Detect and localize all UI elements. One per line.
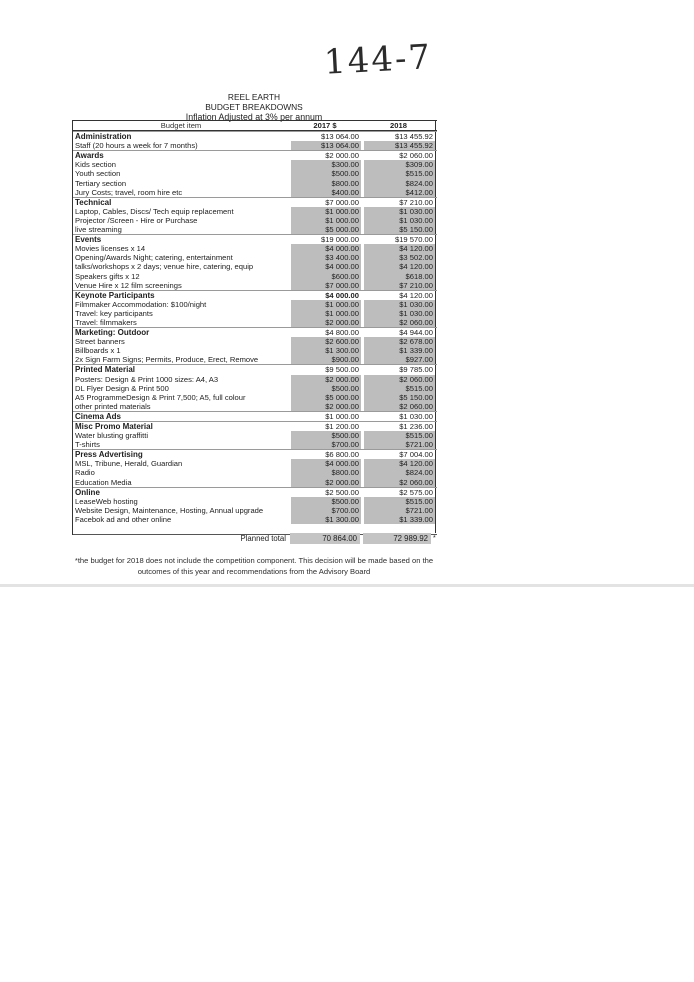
row-value-2017: $800.00 <box>291 179 361 188</box>
section-row <box>73 290 437 300</box>
row-label: other printed materials <box>75 401 151 411</box>
inflation-note: Inflation Adjusted at 3% per annum <box>185 112 323 122</box>
row-label: Printed Material <box>75 365 136 375</box>
row-label: Opening/Awards Night; catering, entertainment <box>75 253 233 263</box>
row-label: talks/workshops x 2 days; venue hire, catering, equip <box>75 262 254 272</box>
table-row <box>73 468 437 477</box>
row-label: Keynote Participants <box>75 290 155 300</box>
handwritten-page-number: 144-7 <box>323 37 433 83</box>
table-row <box>73 309 437 318</box>
section-row <box>73 327 437 337</box>
row-value-2017: $3 400.00 <box>291 253 361 262</box>
footnote: *the budget for 2018 does not include the competition component. This decision will be made based on the outcomes of this year and recommendations from the Advisory Board <box>74 556 434 576</box>
column-header-item: Budget item <box>160 121 202 130</box>
section-row <box>73 364 437 374</box>
row-value-2018: $5 150.00 <box>364 225 436 234</box>
section-row <box>73 487 437 497</box>
table-row <box>73 497 437 506</box>
row-value-2018: $1 030.00 <box>364 309 436 318</box>
section-row <box>73 131 437 141</box>
row-label: Filmmaker Accommodation: $100/night <box>75 299 207 309</box>
table-row <box>73 281 437 290</box>
row-value-2017: $1 000.00 <box>291 207 361 216</box>
column-header-2017: 2017 $ <box>313 121 337 130</box>
document-title: REEL EARTH <box>227 92 281 102</box>
row-value-2018: $515.00 <box>364 384 436 393</box>
row-label: Awards <box>75 151 104 161</box>
row-value-2018: $1 236.00 <box>364 422 436 431</box>
row-value-2017: $4 800.00 <box>325 328 359 338</box>
row-value-2018: $7 210.00 <box>364 198 436 207</box>
row-value-2018: $4 120.00 <box>364 244 436 253</box>
row-value-2017: $4 000.00 <box>291 262 361 271</box>
row-label: Online <box>75 487 100 497</box>
row-value-2017: $6 800.00 <box>325 450 359 460</box>
table-row <box>73 179 437 188</box>
row-value-2017: $800.00 <box>291 468 361 477</box>
row-value-2017: $7 000.00 <box>291 281 361 290</box>
row-value-2018: $412.00 <box>364 188 436 197</box>
row-label: Kids section <box>75 160 116 170</box>
row-value-2017: $2 000.00 <box>291 478 361 487</box>
row-value-2017: $1 000.00 <box>291 309 361 318</box>
row-label: Radio <box>75 468 95 478</box>
row-label: Education Media <box>75 477 132 487</box>
row-value-2017: $500.00 <box>291 169 361 178</box>
table-row <box>73 384 437 393</box>
row-value-2018: $19 570.00 <box>364 235 436 244</box>
row-label: Website Design, Maintenance, Hosting, Annual upgrade <box>75 505 264 515</box>
row-label: Youth section <box>75 169 121 179</box>
row-label: Billboards x 1 <box>75 346 121 356</box>
row-value-2018: $7 004.00 <box>364 450 436 459</box>
row-label: Speakers gifts x 12 <box>75 271 140 281</box>
row-value-2018: $3 502.00 <box>364 253 436 262</box>
table-row <box>73 318 437 327</box>
row-value-2017: $2 000.00 <box>291 318 361 327</box>
table-row <box>73 402 437 411</box>
row-value-2017: $500.00 <box>291 497 361 506</box>
footnote-marker: * <box>433 535 436 542</box>
row-value-2017: $4 000.00 <box>291 244 361 253</box>
row-value-2018: $824.00 <box>364 179 436 188</box>
row-label: Misc Promo Material <box>75 422 153 431</box>
row-value-2018: $2 060.00 <box>364 402 436 411</box>
table-end-cell <box>364 524 436 533</box>
table-row <box>73 355 437 364</box>
row-value-2017: $7 000.00 <box>325 197 359 207</box>
budget-table <box>72 120 437 535</box>
row-label: Water blusting graffitti <box>75 431 149 441</box>
row-value-2017: $5 000.00 <box>291 393 361 402</box>
row-value-2017: $400.00 <box>291 188 361 197</box>
row-label: Technical <box>75 197 112 207</box>
section-row <box>73 421 437 431</box>
row-value-2017: $2 000.00 <box>291 375 361 384</box>
row-value-2017: $700.00 <box>291 506 361 515</box>
row-value-2018: $4 120.00 <box>364 459 436 468</box>
row-value-2018: $2 678.00 <box>364 337 436 346</box>
row-label: Projector /Screen - Hire or Purchase <box>75 215 198 225</box>
row-label: Street banners <box>75 337 125 347</box>
row-label: Movies licenses x 14 <box>75 244 146 254</box>
row-label: T-shirts <box>75 440 100 450</box>
table-row <box>73 300 437 309</box>
row-value-2018: $4 120.00 <box>364 291 436 300</box>
row-value-2018: $927.00 <box>364 355 436 364</box>
row-value-2017: $900.00 <box>291 355 361 364</box>
row-value-2017: $500.00 <box>291 384 361 393</box>
row-label: DL Flyer Design & Print 500 <box>75 383 169 393</box>
table-row <box>73 262 437 271</box>
row-value-2018: $1 339.00 <box>364 515 436 524</box>
row-value-2018: $4 944.00 <box>364 328 436 337</box>
row-label: Press Advertising <box>75 450 143 460</box>
row-value-2017: $300.00 <box>291 160 361 169</box>
row-value-2018: $1 030.00 <box>364 207 436 216</box>
section-row <box>73 234 437 244</box>
row-value-2018: $1 030.00 <box>364 300 436 309</box>
row-value-2018: $824.00 <box>364 468 436 477</box>
row-value-2018: $2 060.00 <box>364 151 436 160</box>
table-row <box>73 272 437 281</box>
table-row <box>73 169 437 178</box>
table-row <box>73 160 437 169</box>
table-row <box>73 346 437 355</box>
column-header-2018: 2018 <box>364 121 436 130</box>
table-row <box>73 515 437 524</box>
row-label: A5 ProgrammeDesign & Print 7,500; A5, full colour <box>75 392 246 402</box>
row-value-2017: $13 064.00 <box>291 141 361 150</box>
row-value-2018: $2 060.00 <box>364 478 436 487</box>
row-value-2017: $1 000.00 <box>325 411 359 421</box>
row-label: Venue Hire x 12 film screenings <box>75 280 182 290</box>
table-row <box>73 141 437 150</box>
row-label: Laptop, Cables, Discs/ Tech equip replacement <box>75 206 234 216</box>
table-row <box>73 216 437 225</box>
row-value-2017: $5 000.00 <box>291 225 361 234</box>
row-label: Marketing: Outdoor <box>75 328 150 338</box>
row-value-2017: $9 500.00 <box>325 365 359 375</box>
table-row <box>73 506 437 515</box>
planned-total-2018: 72 989.92 <box>363 533 431 544</box>
table-row <box>73 337 437 346</box>
row-value-2018: $13 455.92 <box>364 141 436 150</box>
row-value-2018: $1 339.00 <box>364 346 436 355</box>
row-value-2018: $2 060.00 <box>364 318 436 327</box>
section-row <box>73 449 437 459</box>
row-value-2017: $19 000.00 <box>320 235 359 245</box>
table-row <box>73 459 437 468</box>
row-label: Jury Costs; travel, room hire etc <box>75 187 183 197</box>
row-value-2017: $600.00 <box>291 272 361 281</box>
table-row <box>73 431 437 440</box>
row-value-2017: $2 600.00 <box>291 337 361 346</box>
row-value-2018: $2 060.00 <box>364 375 436 384</box>
row-label: MSL, Tribune, Herald, Guardian <box>75 459 183 469</box>
row-value-2018: $1 030.00 <box>364 216 436 225</box>
row-label: Travel: key participants <box>75 308 153 318</box>
row-value-2017: $700.00 <box>291 440 361 449</box>
row-value-2017: $1 300.00 <box>291 515 361 524</box>
planned-total-row <box>72 533 436 544</box>
row-value-2018: $721.00 <box>364 440 436 449</box>
table-row <box>73 225 437 234</box>
scan-edge-line <box>0 584 694 587</box>
row-value-2018: $9 785.00 <box>364 365 436 374</box>
row-label: Events <box>75 235 102 245</box>
row-value-2017: $1 000.00 <box>291 216 361 225</box>
row-label: Administration <box>75 132 132 142</box>
row-value-2017: $1 300.00 <box>291 346 361 355</box>
row-value-2018: $309.00 <box>364 160 436 169</box>
row-label: LeaseWeb hosting <box>75 496 138 506</box>
table-row <box>73 188 437 197</box>
row-label: Staff (20 hours a week for 7 months) <box>75 141 198 151</box>
table-row <box>73 393 437 402</box>
row-label: Tertiary section <box>75 178 127 188</box>
row-value-2018: $13 455.92 <box>364 132 436 141</box>
row-label: Cinema Ads <box>75 411 121 421</box>
table-row <box>73 244 437 253</box>
document-subtitle: BUDGET BREAKDOWNS <box>205 102 303 112</box>
section-row <box>73 150 437 160</box>
section-row <box>73 197 437 207</box>
row-value-2017: $500.00 <box>291 431 361 440</box>
planned-total-2017: 70 864.00 <box>290 533 360 544</box>
row-value-2018: $4 120.00 <box>364 262 436 271</box>
row-label: Facebok ad and other online <box>75 514 172 524</box>
row-value-2018: $618.00 <box>364 272 436 281</box>
row-value-2018: $515.00 <box>364 169 436 178</box>
table-row <box>73 478 437 487</box>
table-header-row <box>73 120 437 131</box>
planned-total-label: Planned total <box>240 534 286 543</box>
row-value-2017: $2 000.00 <box>291 402 361 411</box>
row-value-2017: $13 064.00 <box>320 132 359 142</box>
row-label: Posters: Design & Print 1000 sizes: A4, A3 <box>75 374 219 384</box>
table-body <box>73 131 437 524</box>
row-value-2018: $515.00 <box>364 497 436 506</box>
row-value-2018: $515.00 <box>364 431 436 440</box>
row-value-2017: $1 200.00 <box>325 422 359 431</box>
row-value-2018: $2 575.00 <box>364 488 436 497</box>
row-value-2017: $2 500.00 <box>325 487 359 497</box>
row-value-2018: $721.00 <box>364 506 436 515</box>
row-value-2017: $4 000.00 <box>325 290 359 300</box>
row-value-2017: $4 000.00 <box>291 459 361 468</box>
row-label: Travel: filmmakers <box>75 317 137 327</box>
row-label: live streaming <box>75 225 122 235</box>
table-row <box>73 207 437 216</box>
document-header <box>72 92 436 122</box>
table-row <box>73 440 437 449</box>
row-value-2018: $5 150.00 <box>364 393 436 402</box>
row-value-2017: $1 000.00 <box>291 300 361 309</box>
row-value-2018: $7 210.00 <box>364 281 436 290</box>
row-value-2017: $2 000.00 <box>325 151 359 161</box>
table-row <box>73 375 437 384</box>
section-row <box>73 411 437 421</box>
row-value-2018: $1 030.00 <box>364 412 436 421</box>
row-label: 2x Sign Farm Signs; Permits, Produce, Erect, Remove <box>75 355 259 365</box>
table-row <box>73 253 437 262</box>
